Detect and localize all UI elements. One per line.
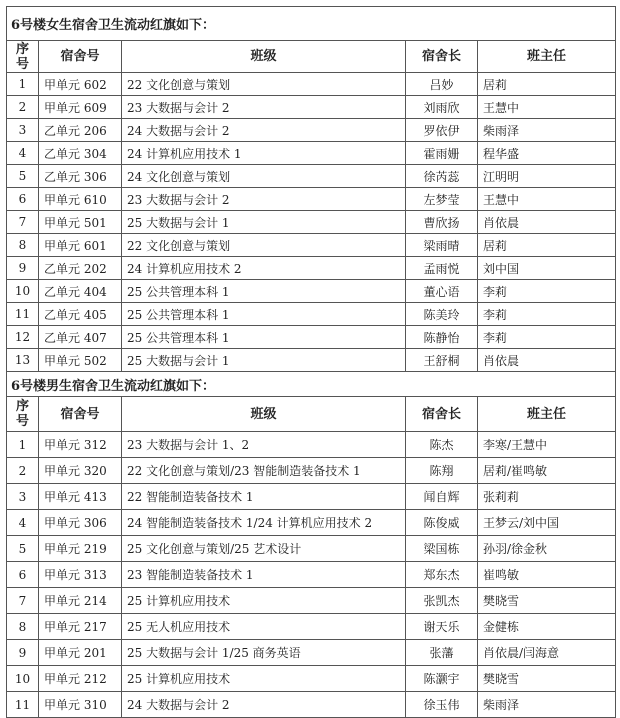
row-leader: 陈俊威 xyxy=(406,510,478,536)
row-teacher: 肖依晨 xyxy=(478,211,616,234)
header-seq: 序 号 xyxy=(7,397,39,432)
header-leader: 宿舍长 xyxy=(406,41,478,73)
row-dorm: 甲单元 602 xyxy=(39,73,122,96)
male-section-title: 6号楼男生宿舍卫生流动红旗如下： xyxy=(7,372,616,397)
row-dorm: 甲单元 306 xyxy=(39,510,122,536)
row-dorm: 甲单元 313 xyxy=(39,562,122,588)
row-class: 25 公共管理本科 1 xyxy=(122,280,406,303)
row-teacher: 樊晓雪 xyxy=(478,588,616,614)
female-table-row xyxy=(7,211,616,234)
row-class: 23 智能制造装备技术 1 xyxy=(122,562,406,588)
row-teacher: 李莉 xyxy=(478,326,616,349)
row-class: 25 文化创意与策划/25 艺术设计 xyxy=(122,536,406,562)
female-table-row xyxy=(7,303,616,326)
header-teacher: 班主任 xyxy=(478,41,616,73)
female-table-row xyxy=(7,119,616,142)
row-seq: 5 xyxy=(7,536,39,562)
row-class: 25 公共管理本科 1 xyxy=(122,303,406,326)
header-dorm: 宿舍号 xyxy=(39,41,122,73)
male-table-row xyxy=(7,588,616,614)
row-teacher: 李寒/王慧中 xyxy=(478,432,616,458)
row-leader: 曹欣扬 xyxy=(406,211,478,234)
row-seq: 2 xyxy=(7,96,39,119)
row-leader: 左梦莹 xyxy=(406,188,478,211)
row-dorm: 甲单元 601 xyxy=(39,234,122,257)
header-dorm: 宿舍号 xyxy=(39,397,122,432)
row-leader: 张凯杰 xyxy=(406,588,478,614)
header-class: 班级 xyxy=(122,41,406,73)
female-table-row xyxy=(7,188,616,211)
female-table-row xyxy=(7,326,616,349)
male-table-row xyxy=(7,562,616,588)
row-teacher: 樊晓雪 xyxy=(478,666,616,692)
row-class: 22 文化创意与策划/23 智能制造装备技术 1 xyxy=(122,458,406,484)
row-teacher: 王梦云/刘中国 xyxy=(478,510,616,536)
row-seq: 10 xyxy=(7,280,39,303)
row-leader: 梁国栋 xyxy=(406,536,478,562)
male-table-row xyxy=(7,640,616,666)
row-leader: 陈静怡 xyxy=(406,326,478,349)
row-seq: 3 xyxy=(7,484,39,510)
header-teacher: 班主任 xyxy=(478,397,616,432)
row-dorm: 乙单元 407 xyxy=(39,326,122,349)
row-teacher: 肖依晨/闫海意 xyxy=(478,640,616,666)
row-dorm: 甲单元 310 xyxy=(39,692,122,718)
row-class: 24 智能制造装备技术 1/24 计算机应用技术 2 xyxy=(122,510,406,536)
row-seq: 5 xyxy=(7,165,39,188)
male-table-row xyxy=(7,458,616,484)
row-dorm: 乙单元 405 xyxy=(39,303,122,326)
male-table-row xyxy=(7,510,616,536)
dormitory-red-flag-table xyxy=(6,6,616,718)
header-leader: 宿舍长 xyxy=(406,397,478,432)
row-seq: 13 xyxy=(7,349,39,372)
row-class: 25 无人机应用技术 xyxy=(122,614,406,640)
row-seq: 3 xyxy=(7,119,39,142)
row-dorm: 乙单元 304 xyxy=(39,142,122,165)
row-seq: 6 xyxy=(7,562,39,588)
female-table-row xyxy=(7,280,616,303)
row-seq: 9 xyxy=(7,640,39,666)
row-class: 25 计算机应用技术 xyxy=(122,666,406,692)
header-seq: 序 号 xyxy=(7,41,39,73)
row-class: 24 文化创意与策划 xyxy=(122,165,406,188)
row-seq: 7 xyxy=(7,211,39,234)
row-teacher: 李莉 xyxy=(478,280,616,303)
row-teacher: 居莉 xyxy=(478,73,616,96)
female-table-row xyxy=(7,96,616,119)
row-leader: 孟雨悦 xyxy=(406,257,478,280)
row-seq: 8 xyxy=(7,614,39,640)
row-seq: 4 xyxy=(7,142,39,165)
row-leader: 陈翔 xyxy=(406,458,478,484)
row-leader: 谢天乐 xyxy=(406,614,478,640)
row-dorm: 乙单元 404 xyxy=(39,280,122,303)
row-dorm: 甲单元 214 xyxy=(39,588,122,614)
row-teacher: 王慧中 xyxy=(478,188,616,211)
female-header-row xyxy=(7,41,616,73)
row-teacher: 居莉 xyxy=(478,234,616,257)
row-leader: 陈美玲 xyxy=(406,303,478,326)
male-table-row xyxy=(7,692,616,718)
row-teacher: 孙羽/徐金秋 xyxy=(478,536,616,562)
female-table-row xyxy=(7,142,616,165)
female-table-row xyxy=(7,165,616,188)
row-class: 23 大数据与会计 2 xyxy=(122,188,406,211)
row-leader: 王舒桐 xyxy=(406,349,478,372)
row-leader: 梁雨晴 xyxy=(406,234,478,257)
row-seq: 11 xyxy=(7,303,39,326)
row-leader: 郑东杰 xyxy=(406,562,478,588)
header-class: 班级 xyxy=(122,397,406,432)
row-dorm: 乙单元 306 xyxy=(39,165,122,188)
male-table-row xyxy=(7,536,616,562)
row-seq: 6 xyxy=(7,188,39,211)
female-section-title-row xyxy=(7,7,616,41)
row-leader: 张藩 xyxy=(406,640,478,666)
row-class: 24 大数据与会计 2 xyxy=(122,692,406,718)
row-class: 22 文化创意与策划 xyxy=(122,73,406,96)
row-teacher: 柴雨泽 xyxy=(478,119,616,142)
row-dorm: 甲单元 219 xyxy=(39,536,122,562)
female-table-row xyxy=(7,349,616,372)
row-dorm: 甲单元 610 xyxy=(39,188,122,211)
row-teacher: 王慧中 xyxy=(478,96,616,119)
row-leader: 刘雨欣 xyxy=(406,96,478,119)
row-class: 24 计算机应用技术 1 xyxy=(122,142,406,165)
row-seq: 8 xyxy=(7,234,39,257)
row-dorm: 甲单元 312 xyxy=(39,432,122,458)
row-teacher: 肖依晨 xyxy=(478,349,616,372)
row-seq: 1 xyxy=(7,432,39,458)
row-seq: 9 xyxy=(7,257,39,280)
row-teacher: 刘中国 xyxy=(478,257,616,280)
row-class: 25 公共管理本科 1 xyxy=(122,326,406,349)
female-section-title: 6号楼女生宿舍卫生流动红旗如下： xyxy=(7,7,616,41)
row-seq: 4 xyxy=(7,510,39,536)
row-leader: 霍雨姗 xyxy=(406,142,478,165)
row-teacher: 李莉 xyxy=(478,303,616,326)
row-seq: 2 xyxy=(7,458,39,484)
row-leader: 罗依伊 xyxy=(406,119,478,142)
row-leader: 陈灏宇 xyxy=(406,666,478,692)
row-leader: 陈杰 xyxy=(406,432,478,458)
row-class: 25 计算机应用技术 xyxy=(122,588,406,614)
female-section xyxy=(7,7,616,372)
row-class: 23 大数据与会计 2 xyxy=(122,96,406,119)
row-leader: 董心语 xyxy=(406,280,478,303)
row-teacher: 程华盛 xyxy=(478,142,616,165)
row-leader: 徐芮蕊 xyxy=(406,165,478,188)
row-seq: 7 xyxy=(7,588,39,614)
row-teacher: 江明明 xyxy=(478,165,616,188)
row-teacher: 柴雨泽 xyxy=(478,692,616,718)
row-teacher: 居莉/崔鸣敏 xyxy=(478,458,616,484)
male-table-row xyxy=(7,432,616,458)
row-teacher: 金健栋 xyxy=(478,614,616,640)
row-class: 25 大数据与会计 1/25 商务英语 xyxy=(122,640,406,666)
row-seq: 11 xyxy=(7,692,39,718)
row-leader: 闻自辉 xyxy=(406,484,478,510)
row-leader: 吕妙 xyxy=(406,73,478,96)
row-dorm: 乙单元 206 xyxy=(39,119,122,142)
row-dorm: 甲单元 502 xyxy=(39,349,122,372)
row-class: 25 大数据与会计 1 xyxy=(122,349,406,372)
row-class: 24 大数据与会计 2 xyxy=(122,119,406,142)
female-table-row xyxy=(7,73,616,96)
row-dorm: 甲单元 413 xyxy=(39,484,122,510)
male-section-title-row xyxy=(7,372,616,397)
row-teacher: 崔鸣敏 xyxy=(478,562,616,588)
row-class: 25 大数据与会计 1 xyxy=(122,211,406,234)
male-table-row xyxy=(7,614,616,640)
row-leader: 徐玉伟 xyxy=(406,692,478,718)
row-dorm: 甲单元 320 xyxy=(39,458,122,484)
row-class: 24 计算机应用技术 2 xyxy=(122,257,406,280)
row-seq: 12 xyxy=(7,326,39,349)
row-class: 22 智能制造装备技术 1 xyxy=(122,484,406,510)
row-seq: 10 xyxy=(7,666,39,692)
row-dorm: 甲单元 212 xyxy=(39,666,122,692)
row-dorm: 甲单元 201 xyxy=(39,640,122,666)
row-dorm: 乙单元 202 xyxy=(39,257,122,280)
female-table-row xyxy=(7,257,616,280)
row-seq: 1 xyxy=(7,73,39,96)
row-dorm: 甲单元 609 xyxy=(39,96,122,119)
male-section xyxy=(7,372,616,718)
row-dorm: 甲单元 501 xyxy=(39,211,122,234)
row-class: 22 文化创意与策划 xyxy=(122,234,406,257)
row-class: 23 大数据与会计 1、2 xyxy=(122,432,406,458)
female-table-row xyxy=(7,234,616,257)
row-teacher: 张莉莉 xyxy=(478,484,616,510)
male-table-row xyxy=(7,484,616,510)
male-header-row xyxy=(7,397,616,432)
row-dorm: 甲单元 217 xyxy=(39,614,122,640)
